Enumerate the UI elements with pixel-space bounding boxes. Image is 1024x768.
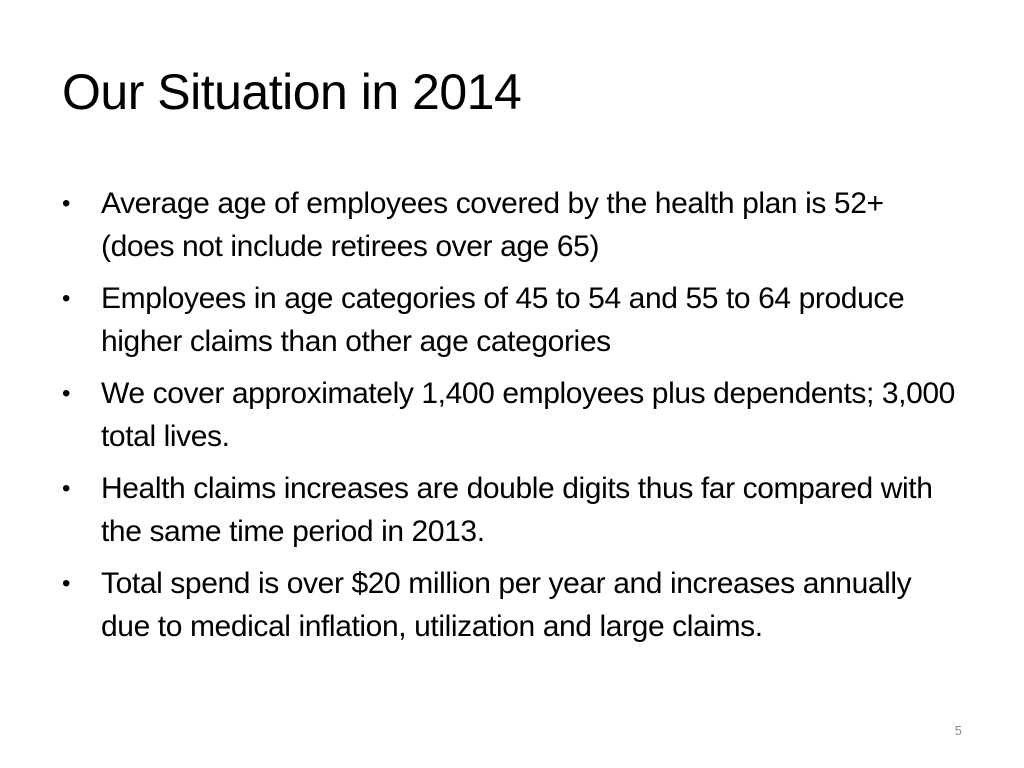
bullet-item (62, 277, 962, 363)
slide-number: 5 (954, 723, 962, 738)
bullet-text: Health claims increases are double digits thus far compared with the same time period in 2013. (101, 472, 933, 548)
bullet-list (62, 182, 962, 657)
bullet-item (62, 372, 962, 458)
bullet-marker: • (62, 190, 71, 217)
bullet-item (62, 562, 962, 648)
bullet-text: We cover approximately 1,400 employees plus dependents; 3,000 total lives. (101, 377, 955, 453)
bullet-marker: • (62, 380, 71, 407)
bullet-marker: • (62, 475, 71, 502)
bullet-marker: • (62, 285, 71, 312)
slide-title: Our Situation in 2014 (62, 64, 522, 120)
bullet-marker: • (62, 570, 71, 597)
bullet-text: Total spend is over $20 million per year and increases annually due to medical inflation, utilization and large claims. (101, 567, 912, 643)
bullet-text: Employees in age categories of 45 to 54 and 55 to 64 produce higher claims than other age categories (101, 282, 905, 358)
bullet-item (62, 467, 962, 553)
bullet-item (62, 182, 962, 268)
bullet-text: Average age of employees covered by the health plan is 52+ (does not include retirees over age 65) (101, 187, 884, 263)
